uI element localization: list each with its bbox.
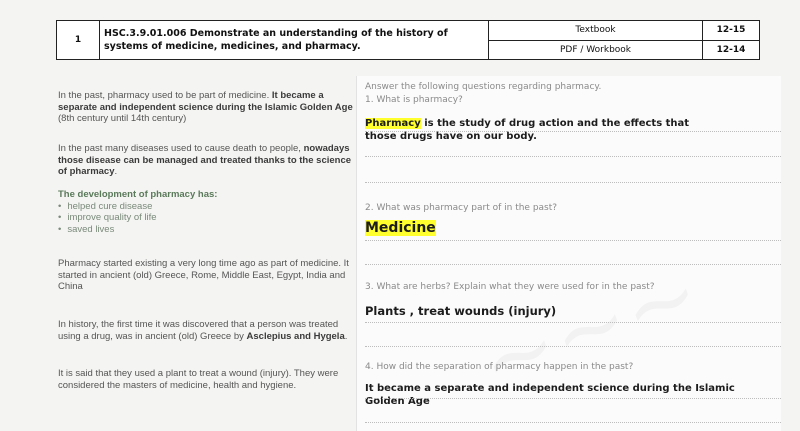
- text: .: [114, 166, 118, 177]
- answer-3: Plants , treat wounds (injury): [365, 304, 557, 318]
- paragraph-first-drug: [58, 319, 354, 342]
- outcome-number: 1: [57, 21, 100, 60]
- list-item: • saved lives: [58, 224, 354, 236]
- answer-2: [365, 220, 436, 236]
- text: It is said that they used a plant to treat a wound (injury). They were considered the masters of medicine, health and hygiene.: [58, 368, 339, 391]
- outcome-description: HSC.3.9.01.006 Demonstrate an understanding of the history of systems of medicine, medicines, and pharmacy.: [100, 21, 489, 60]
- pages-workbook: 12-14: [703, 40, 760, 60]
- question-3: 3. What are herbs? Explain what they were used for in the past?: [365, 282, 655, 292]
- list-item: • helped cure disease: [58, 201, 354, 213]
- development-list: [58, 189, 354, 235]
- answer-line: [365, 322, 781, 323]
- paragraph-diseases: [58, 143, 354, 178]
- highlighted-text: Pharmacy: [365, 118, 421, 129]
- answer-line: [365, 131, 781, 132]
- answer-line: [365, 156, 781, 157]
- answer-line: [365, 264, 781, 265]
- question-4: 4. How did the separation of pharmacy happen in the past?: [365, 362, 634, 372]
- answer-4: [365, 382, 735, 408]
- pages-textbook: 12-15: [703, 21, 760, 41]
- worksheet-panel: [356, 76, 781, 431]
- answer-line: [365, 346, 781, 347]
- question-2: 2. What was pharmacy part of in the past?: [365, 203, 558, 213]
- list-item: • improve quality of life: [58, 212, 354, 224]
- text: In the past many diseases used to cause death to people,: [58, 143, 301, 154]
- paragraph-origin: [58, 258, 354, 293]
- text: is the study of drug action and the effects that: [420, 118, 690, 129]
- bold-text: Asclepius and Hygela: [246, 330, 345, 342]
- text: (8th century until 14th century): [58, 113, 187, 124]
- answer-line: [365, 240, 781, 241]
- text: In the past, pharmacy used to be part of medicine.: [58, 90, 270, 101]
- text: In history, the first time it was discovered that a person was treated using a drug, was in ancient (old) Greece by: [58, 319, 339, 342]
- answer-1: [365, 117, 689, 143]
- source-workbook: PDF / Workbook: [489, 40, 703, 60]
- answer-line: [365, 422, 781, 423]
- text: Pharmacy started existing a very long time ago as part of medicine. It started in ancient (old) Greece, Rome, Middle East, Egypt, India and China: [58, 258, 349, 292]
- text: those drugs have on our body.: [365, 131, 537, 142]
- question-1: 1. What is pharmacy?: [365, 95, 463, 105]
- bold-text: It became a separate and independent science during the Islamic Golden Age: [58, 90, 353, 113]
- text: Golden Age: [365, 396, 430, 407]
- worksheet-intro: Answer the following questions regarding pharmacy.: [365, 82, 602, 92]
- source-textbook: Textbook: [489, 21, 703, 41]
- highlighted-text: Medicine: [365, 220, 436, 236]
- development-title: The development of pharmacy has:: [58, 189, 218, 200]
- paragraph-plant-wound: [58, 368, 354, 391]
- paragraph-history: [58, 90, 354, 125]
- answer-line: [365, 398, 781, 399]
- text: It became a separate and independent science during the Islamic: [365, 383, 735, 394]
- curriculum-table: [56, 20, 760, 60]
- text: .: [344, 330, 348, 342]
- bold-text: nowadays those disease can be managed and treated thanks to the science of pharmacy: [58, 143, 352, 177]
- answer-line: [365, 182, 781, 183]
